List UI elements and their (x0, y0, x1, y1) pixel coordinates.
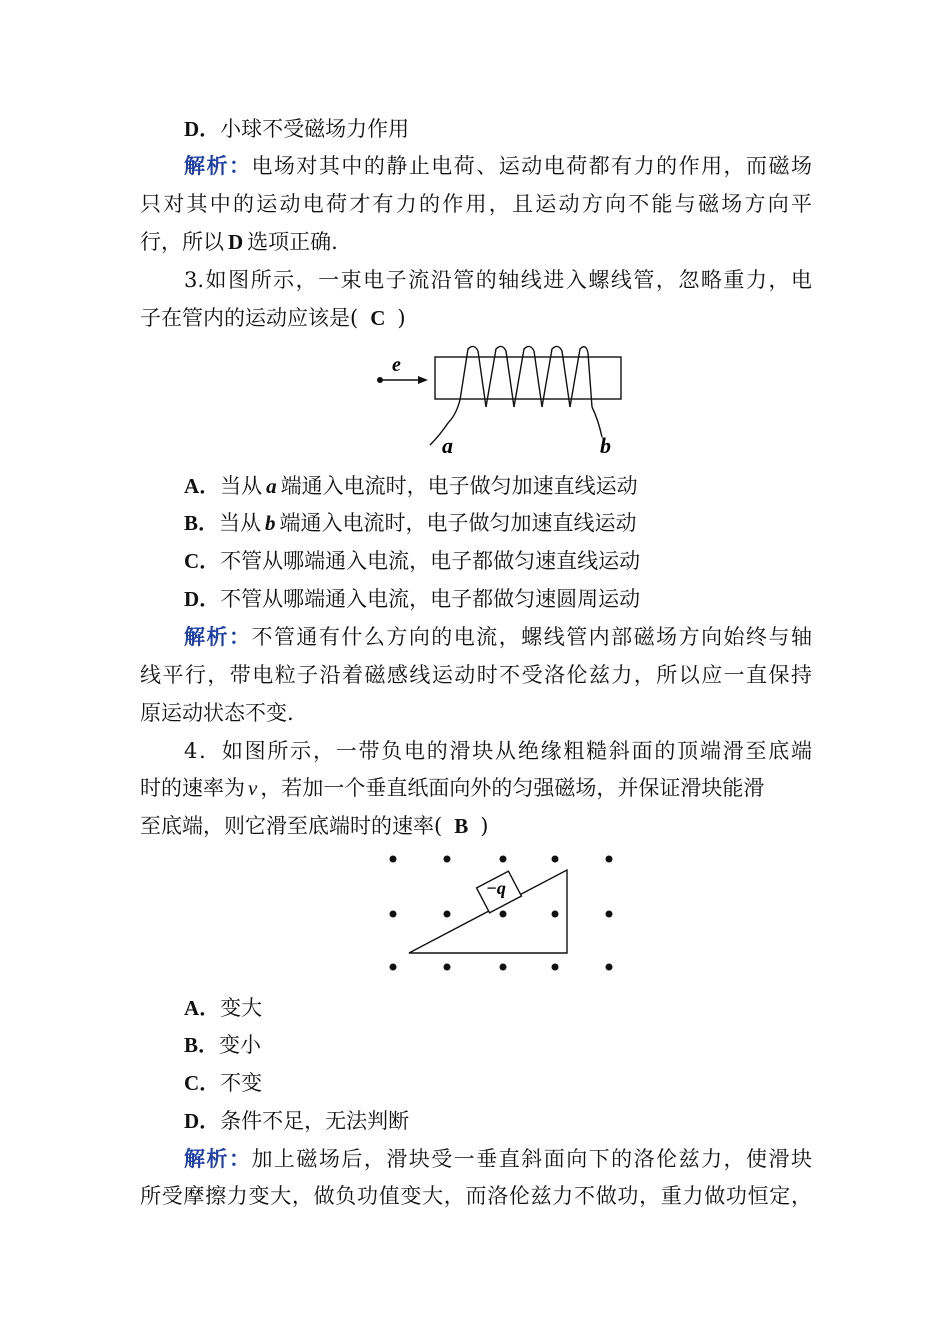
q2-explanation-line-2: 只对其中的运动电荷才有力的作用，且运动方向不能与磁场方向平 (140, 192, 812, 216)
q4-incline-figure (383, 850, 623, 975)
q4-answer: B (454, 814, 469, 838)
q4-option-a: A．变大 (184, 996, 263, 1020)
charge-label: −q (486, 878, 506, 898)
q2-option-d: D．小球不受磁场力作用 (184, 117, 410, 141)
q3-explanation-line-2: 线平行，带电粒子沿着磁感线运动时不受洛伦兹力，所以应一直保持 (140, 663, 812, 687)
q3-option-c: C．不管从哪端通入电流，电子都做匀速直线运动 (184, 549, 641, 573)
q4-stem-line-3: 至底端，则它滑至底端时的速率( B ) (140, 814, 489, 838)
q2-explanation-line-3: 行，所以 D 选项正确. (140, 230, 338, 254)
q3-option-b: B．当从 b 端通入电流时，电子做匀加速直线运动 (184, 511, 637, 535)
q4-stem-line-2: 时的速率为 v ，若加一个垂直纸面向外的匀强磁场，并保证滑块能滑 (140, 776, 765, 800)
electron-label: e (392, 354, 401, 376)
q3-stem-line-1: 3.如图所示，一束电子流沿管的轴线进入螺线管，忽略重力，电 (184, 268, 812, 292)
q4-explanation-line-2: 所受摩擦力变大，做负功值变大，而洛伦兹力不做功，重力做功恒定， (140, 1184, 812, 1208)
electron-arrowhead (418, 376, 428, 384)
q2-explanation-line-1: 解析：电场对其中的静止电荷、运动电荷都有力的作用，而磁场 (184, 153, 813, 178)
q4-option-d: D．条件不足，无法判断 (184, 1109, 410, 1133)
q3-solenoid-figure (370, 345, 630, 465)
q4-stem-line-1: 4．如图所示，一带负电的滑块从绝缘粗糙斜面的顶端滑至底端 (184, 739, 812, 763)
q3-answer: C (370, 306, 386, 330)
q3-explanation-line-3: 原运动状态不变. (140, 701, 294, 725)
end-b-label: b (600, 433, 611, 458)
q4-option-b: B．变小 (184, 1033, 262, 1057)
q4-option-c: C．不变 (184, 1071, 263, 1095)
q3-option-a: A．当从 a 端通入电流时，电子做匀加速直线运动 (184, 474, 638, 498)
q3-stem-line-2: 子在管内的运动应该是( C ) (140, 306, 406, 330)
q3-explanation-line-1: 解析：不管通有什么方向的电流，螺线管内部磁场方向始终与轴 (184, 624, 813, 649)
end-a-label: a (442, 433, 453, 458)
q4-explanation-line-1: 解析：加上磁场后，滑块受一垂直斜面向下的洛伦兹力，使滑块 (184, 1146, 813, 1171)
solenoid-coil (430, 346, 602, 445)
q3-option-d: D．不管从哪端通入电流，电子都做匀速圆周运动 (184, 587, 641, 611)
